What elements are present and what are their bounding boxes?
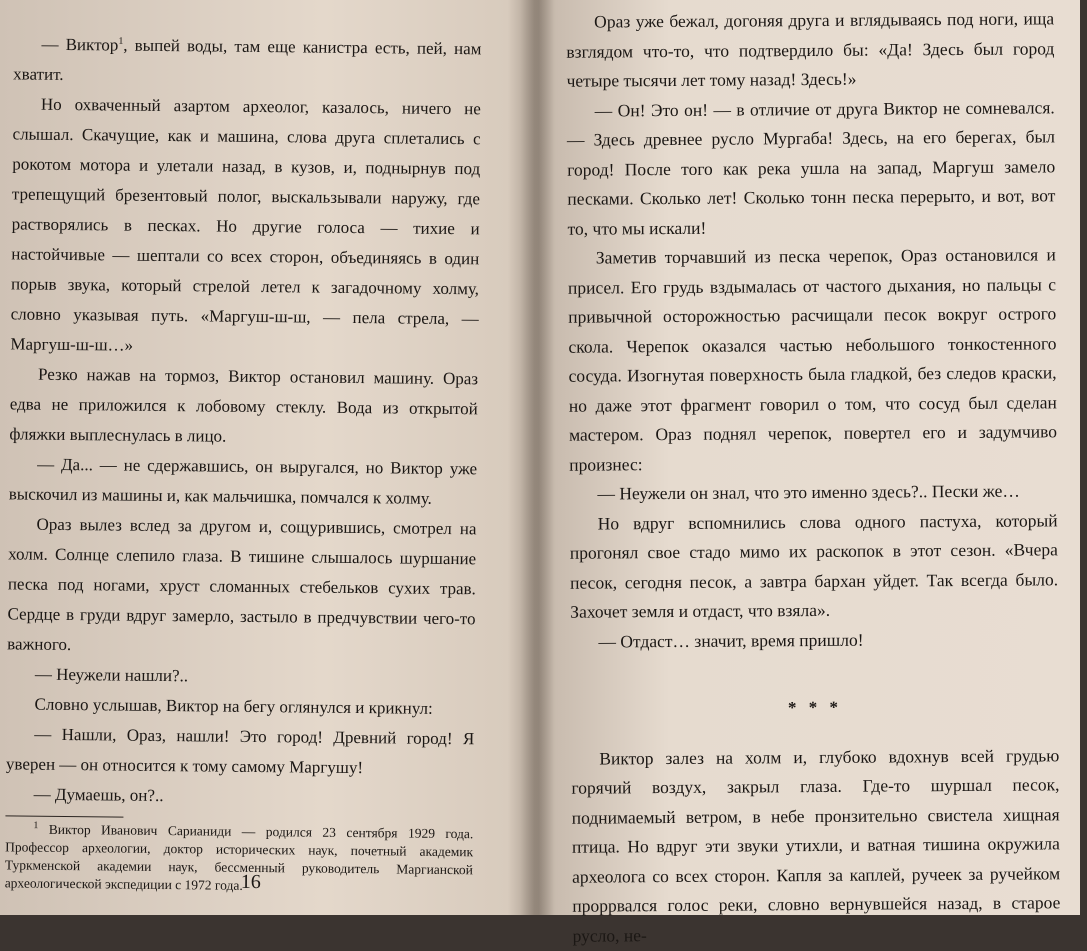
paragraph: Заметив торчавший из песка черепок, Ораз остановился и присел. Его грудь вздымалась от частого дыхания, но пальцы с привычной осторожностью расчищали песок вокруг острого скола. Черепок оказался частью небольшого тонкостенного сосуда. Изогнутая поверхность была гладкой, без следов краски, но даже этот фрагмент говорил о том, что сосуд был сделан мастером. Ораз поднял черепок, повертел его и задумчиво произнес: — [567, 244, 1058, 475]
right-page — [548, 0, 1086, 946]
footnote-text: Виктор Иванович Сарианиди — родился 23 сентября 1929 года. Профессор археологии, доктор исторических наук, почетный академик Туркменской академии наук, бессменный руководитель Маргианской археологической экспедиции с 1972 года. — [4, 821, 474, 893]
footnote-reference: 1 — [118, 35, 124, 47]
paragraph: — Неужели он знал, что это именно здесь?.. Пески же… — [597, 480, 1020, 504]
paragraph: Резко нажав на тормоз, Виктор остановил машину. Ораз едва не приложился к лобовому стеклу. Вода из открытой фляжки выплеснулась в лицо. — [9, 364, 479, 446]
paragraph: Ораз уже бежал, догоняя друга и вглядываясь под ноги, ища взглядом что-то, что подтвердило бы: «Да! Здесь был город четыре тысячи лет тому назад! Здесь!» — [566, 8, 1055, 91]
paragraph: Ораз вылез вслед за другом и, сощурившись, смотрел на холм. Солнце слепило глаза. В тишине слышалось шуршание песка под ногами, хруст сломанных стебельков сухих трав. Сердце в груди вдруг замерло, застыло в предчувствии чего-то важного. — [7, 514, 477, 655]
paragraph: — Да... — не сдержавшись, он выругался, но Виктор уже выскочил из машины и, как мальчишка, помчался к холму. — [8, 454, 478, 508]
paragraph: — Неужели нашли?.. — [34, 664, 189, 686]
paragraph: — Думаешь, он?.. — [33, 784, 164, 806]
page-number: 16 — [240, 870, 261, 894]
paragraph: Виктор залез на холм и, глубоко вдохнув всей грудью горячий воздух, закрыл глаза. Где-то шуршал песок, поднимаемый ветром, в небе пронзительно свистела хищная птица. Но вдруг эти звуки утихли, и ватная тишина окружила археолога со всех сторон. Капля за каплей, ручеек за ручейком проррвался голос реки, словно вернувшейся назад, в старое русло, не- — [571, 744, 1061, 946]
footnote-marker: 1 — [33, 820, 39, 832]
paragraph: Но охваченный азартом археолог, казалось, ничего не слышал. Скачущие, как и машина, слова друга сплетались с рокотом мотора и улетали назад, в кузов, и, поднырнув под трепещущий брезентовый полог, выскальзывали наружу, где растворялись в песках. Но другие голоса — тихие и настойчивые — шептали со всех сторон, объединяясь в один порыв звука, который стрелой летел к загадочному холму, словно указывая путь. «Маргуш-ш-ш, — пела стрела, — Маргуш-ш-ш…» — [10, 94, 481, 355]
paragraph: Словно услышав, Виктор на бегу оглянулся и крикнул: — [34, 694, 433, 718]
paragraph: Но вдруг вспомнились слова одного пастуха, который прогонял свое стадо мимо их раскопок в этот сезон. «Вчера песок, сегодня песок, а завтра бархан уйдет. Так всегда было. Захочет земля и отдаст, что взяла». — [569, 509, 1059, 622]
paragraph-text-after: , выпей воды, там еще канистра есть, пей, нам хватит. — [13, 35, 482, 84]
paragraph-with-footnote-ref — [13, 29, 482, 94]
section-break: * * * — [787, 697, 843, 718]
paragraph: — Отдаст… значит, время пришло! — [598, 629, 864, 652]
footnote-divider — [5, 815, 123, 817]
left-page — [0, 0, 520, 918]
paragraph: — Нашли, Ораз, нашли! Это город! Древний город! Я уверен — он относится к тому самому Маргушу! — [5, 724, 475, 778]
paragraph: — Он! Это он! — в отличие от друга Виктор не сомневался. — Здесь древнее русло Мургаба! Здесь, на его берегах, был город! После того как река ушла на запад, Маргуш замело песками. Сколько лет! Сколько тонн песка перерыто, и вот, вот то, что мы искали! — [566, 96, 1056, 239]
paragraph-text-before: — Виктор — [41, 34, 119, 55]
